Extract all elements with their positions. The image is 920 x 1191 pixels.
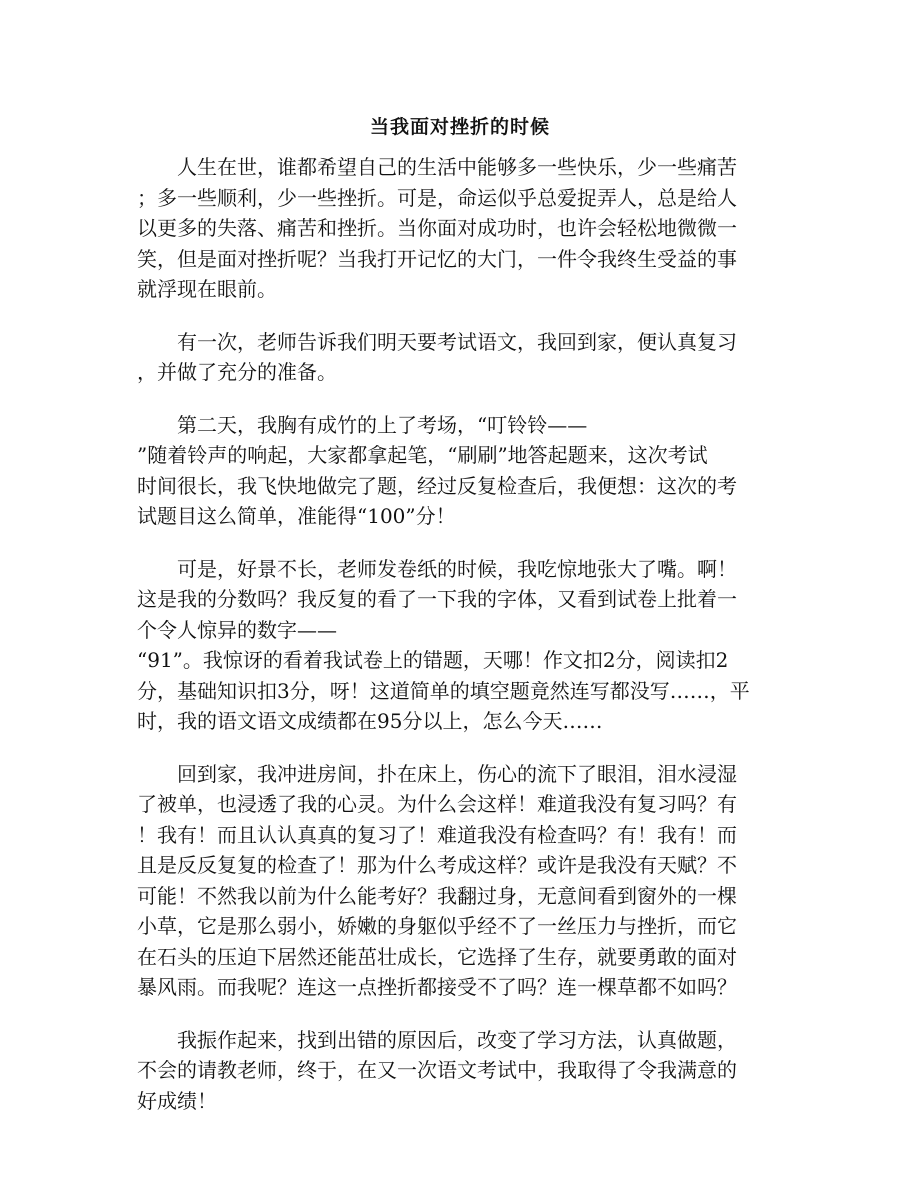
text-line: 暴风雨。而我呢？连这一点挫折都接受不了吗？连一棵草都不如吗？ [137, 975, 737, 999]
text-line: 个令人惊异的数字—— [137, 617, 337, 642]
text-line: “91”。我惊讶的看着我试卷上的错题，天哪！作文扣2分，阅读扣2 [137, 648, 729, 672]
text-line: 第二天，我胸有成竹的上了考场，“叮铃铃—— [177, 412, 588, 437]
paragraph-4 [137, 554, 777, 737]
text-line: 且是反反复复的检查了！那为什么考成这样？或许是我没有天赋？不 [137, 853, 737, 877]
text-line: 笑，但是面对挫折呢？当我打开记忆的大门，一件令我终生受益的事 [137, 246, 737, 271]
text-line: 可能！不然我以前为什么能考好？我翻过身，无意间看到窗外的一棵 [137, 883, 737, 908]
text-line: 时间很长，我飞快地做完了题，经过反复检查后，我便想：这次的考 [137, 473, 737, 498]
text-line: ”随着铃声的响起，大家都拿起笔，“刷刷”地答起题来，这次考试 [137, 443, 708, 467]
text-line: 时，我的语文语文成绩都在95分以上，怎么今天…… [137, 709, 603, 733]
paragraph-2 [137, 327, 777, 388]
text-line: 在石头的压迫下居然还能茁壮成长，它选择了生存，就要勇敢的面对 [137, 944, 737, 969]
text-line: ，并做了充分的准备。 [137, 360, 337, 384]
text-line: 小草，它是那么弱小，娇嫩的身躯似乎经不了一丝压力与挫折，而它 [137, 914, 737, 938]
text-line: 不会的请教老师，终于，在又一次语文考试中，我取得了令我满意的 [137, 1058, 737, 1082]
text-line: 人生在世，谁都希望自己的生活中能够多一些快乐，少一些痛苦 [177, 155, 737, 179]
text-line: 以更多的失落、痛苦和挫折。当你面对成功时，也许会轻松地微微一 [137, 216, 737, 240]
text-line: 可是，好景不长，老师发卷纸的时候，我吃惊地张大了嘴。啊！ [177, 556, 737, 581]
paragraph-6 [137, 1025, 777, 1117]
document-title: 当我面对挫折的时候 [369, 116, 550, 138]
text-line: 这是我的分数吗？我反复的看了一下我的字体，又看到试卷上批着一 [137, 587, 737, 611]
text-line: 试题目这么简单，准能得“100”分！ [137, 504, 456, 528]
document-body [137, 152, 777, 1138]
paragraph-5 [137, 759, 777, 1003]
text-line: 就浮现在眼前。 [137, 277, 277, 301]
text-line: 有一次，老师告诉我们明天要考试语文，我回到家，便认真复习 [177, 329, 737, 354]
text-line: ！我有！而且认认真真的复习了！难道我没有检查吗？有！我有！而 [137, 822, 737, 847]
paragraph-1 [137, 152, 777, 305]
text-line: 分，基础知识扣3分，呀！这道简单的填空题竟然连写都没写……，平 [137, 678, 750, 703]
text-line: 好成绩！ [137, 1088, 217, 1113]
text-line: 我振作起来，找到出错的原因后，改变了学习方法，认真做题， [177, 1027, 737, 1052]
paragraph-3 [137, 410, 777, 532]
text-line: 回到家，我冲进房间，扑在床上，伤心的流下了眼泪，泪水浸湿 [177, 761, 737, 786]
text-line: ；多一些顺利，少一些挫折。可是，命运似乎总爱捉弄人，总是给人 [137, 185, 737, 210]
text-line: 了被单，也浸透了我的心灵。为什么会这样！难道我没有复习吗？有 [137, 792, 737, 816]
